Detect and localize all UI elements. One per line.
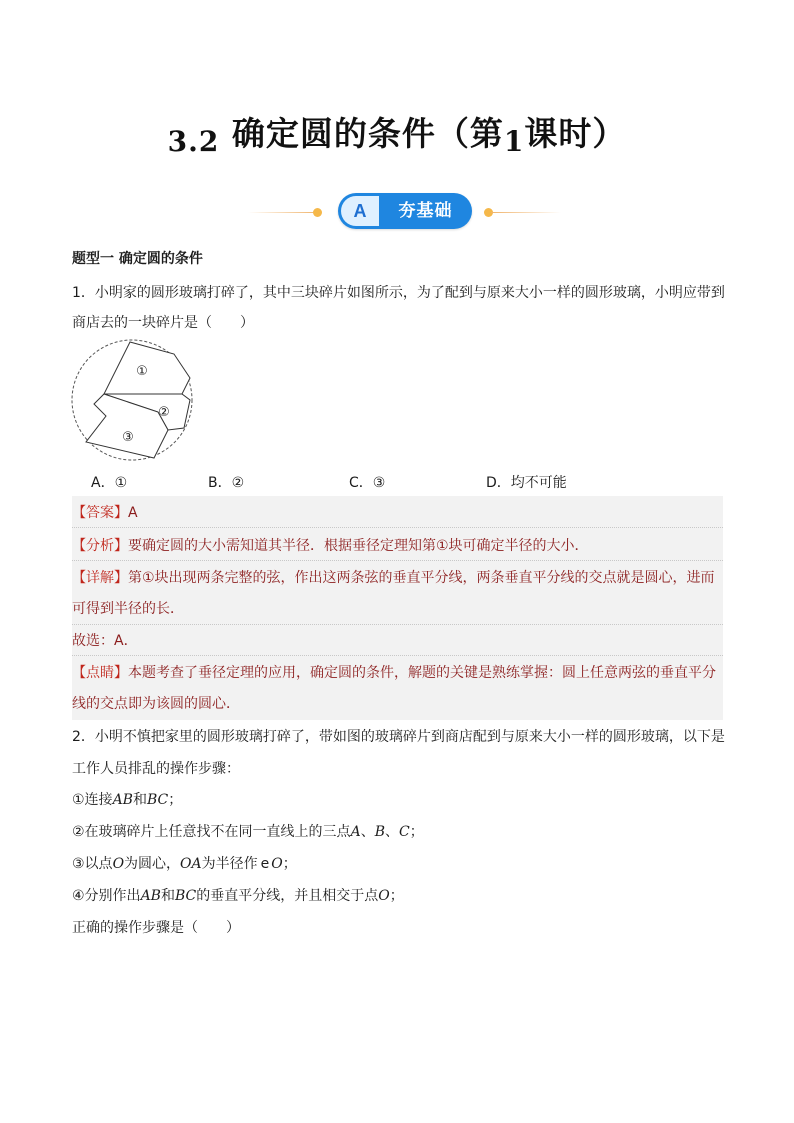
- banner-dot-left-icon: [313, 208, 322, 217]
- answer-tag: 【答案】: [72, 505, 128, 521]
- step2-sep: 、: [360, 824, 375, 840]
- detail-tag: 【详解】: [72, 570, 128, 586]
- analysis-tag: 【分析】: [72, 538, 128, 554]
- var-a: A: [350, 824, 361, 840]
- banner-line-left: [248, 212, 318, 213]
- step2-text-a: ②在玻璃碎片上任意找不在同一直线上的三点: [72, 824, 351, 840]
- var-bc: BC: [146, 792, 169, 808]
- step3-text-a: ③以点: [72, 856, 113, 872]
- comment-line-2: 线的交点即为该圆的圆心．: [72, 696, 240, 712]
- var-o: O: [271, 856, 283, 872]
- answer-line: [72, 503, 138, 523]
- q1-option-c[interactable]: C．③: [349, 475, 386, 491]
- var-oa: OA: [180, 856, 202, 872]
- answer-divider: [72, 655, 723, 656]
- choose-line: 故选：A．: [72, 633, 138, 649]
- analysis-text: 要确定圆的大小需知道其半径．根据垂径定理知第①块可确定半径的大小．: [128, 538, 589, 554]
- shard-3-label: ③: [122, 430, 134, 445]
- step2-sep: 、: [384, 824, 399, 840]
- section-banner: [0, 192, 794, 232]
- step1-text-c: ；: [168, 792, 183, 808]
- q1-line2: 商店去的一块碎片是（ ）: [72, 315, 254, 331]
- banner-line-right: [491, 212, 561, 213]
- step4-text-a: ④分别作出: [72, 888, 141, 904]
- detail-line-1: [72, 568, 715, 588]
- page-title: [0, 108, 794, 158]
- banner-letter: A: [341, 196, 379, 226]
- q2-final: 正确的操作步骤是（ ）: [72, 920, 240, 936]
- banner-label: 夯基础: [398, 201, 453, 221]
- q2-line1: 2．小明不慎把家里的圆形玻璃打碎了，带如图的玻璃碎片到商店配到与原来大小一样的圆形玻璃，以下是: [72, 729, 725, 745]
- var-c: C: [398, 824, 410, 840]
- title-main: 确定圆的条件（第: [231, 114, 504, 153]
- answer-divider: [72, 624, 723, 625]
- q2-step-2: [72, 822, 424, 842]
- banner-pill: [338, 193, 472, 229]
- comment-tag: 【点睛】: [72, 665, 128, 681]
- title-prefix: 3.2: [167, 125, 220, 158]
- var-ab: AB: [140, 888, 161, 904]
- step1-text-a: ①连接: [72, 792, 113, 808]
- q1-option-d[interactable]: D．均不可能: [486, 475, 567, 491]
- step3-text-c: 为半径作: [201, 856, 258, 872]
- comment-line-1: [72, 663, 716, 683]
- analysis-line: [72, 536, 589, 556]
- circle-symbol: e: [260, 856, 270, 872]
- step3-text-b: 为圆心，: [124, 856, 181, 872]
- step4-end: ；: [389, 888, 404, 904]
- var-b: B: [374, 824, 385, 840]
- section-heading: 题型一 确定圆的条件: [72, 251, 203, 267]
- step1-text-b: 和: [132, 792, 147, 808]
- q2-step-3: [72, 854, 297, 874]
- q1-line1: 1．小明家的圆形玻璃打碎了，其中三块碎片如图所示，为了配到与原来大小一样的圆形玻璃，小明应带到: [72, 285, 725, 301]
- q2-step-4: [72, 886, 404, 906]
- q1-option-a[interactable]: A．①: [91, 475, 128, 491]
- comment-text-1: 本题考查了垂径定理的应用，确定圆的条件，解题的关键是熟练掌握：圆上任意两弦的垂直平分: [128, 665, 716, 681]
- detail-text-1: 第①块出现两条完整的弦，作出这两条弦的垂直平分线，两条垂直平分线的交点就是圆心，进而: [128, 570, 715, 586]
- q1-option-b[interactable]: B．②: [208, 475, 245, 491]
- shard-2-label: ②: [158, 405, 170, 420]
- answer-divider: [72, 527, 723, 528]
- q1-figure: [70, 338, 196, 464]
- var-o: O: [378, 888, 390, 904]
- var-bc: BC: [174, 888, 197, 904]
- var-ab: AB: [112, 792, 133, 808]
- answer-divider: [72, 560, 723, 561]
- q2-line2: 工作人员排乱的操作步骤：: [72, 761, 240, 777]
- shard-1-label: ①: [136, 364, 148, 379]
- step2-end: ；: [409, 824, 424, 840]
- title-num: 1: [503, 125, 525, 158]
- step4-text-b: 和: [160, 888, 175, 904]
- step3-end: ；: [282, 856, 297, 872]
- title-suffix: 课时）: [524, 114, 627, 153]
- var-o: O: [112, 856, 125, 872]
- q2-step-1: [72, 790, 182, 810]
- step4-text-c: 的垂直平分线，并且相交于点: [196, 888, 379, 904]
- answer-value: A: [128, 505, 138, 521]
- detail-line-2: 可得到半径的长．: [72, 601, 184, 617]
